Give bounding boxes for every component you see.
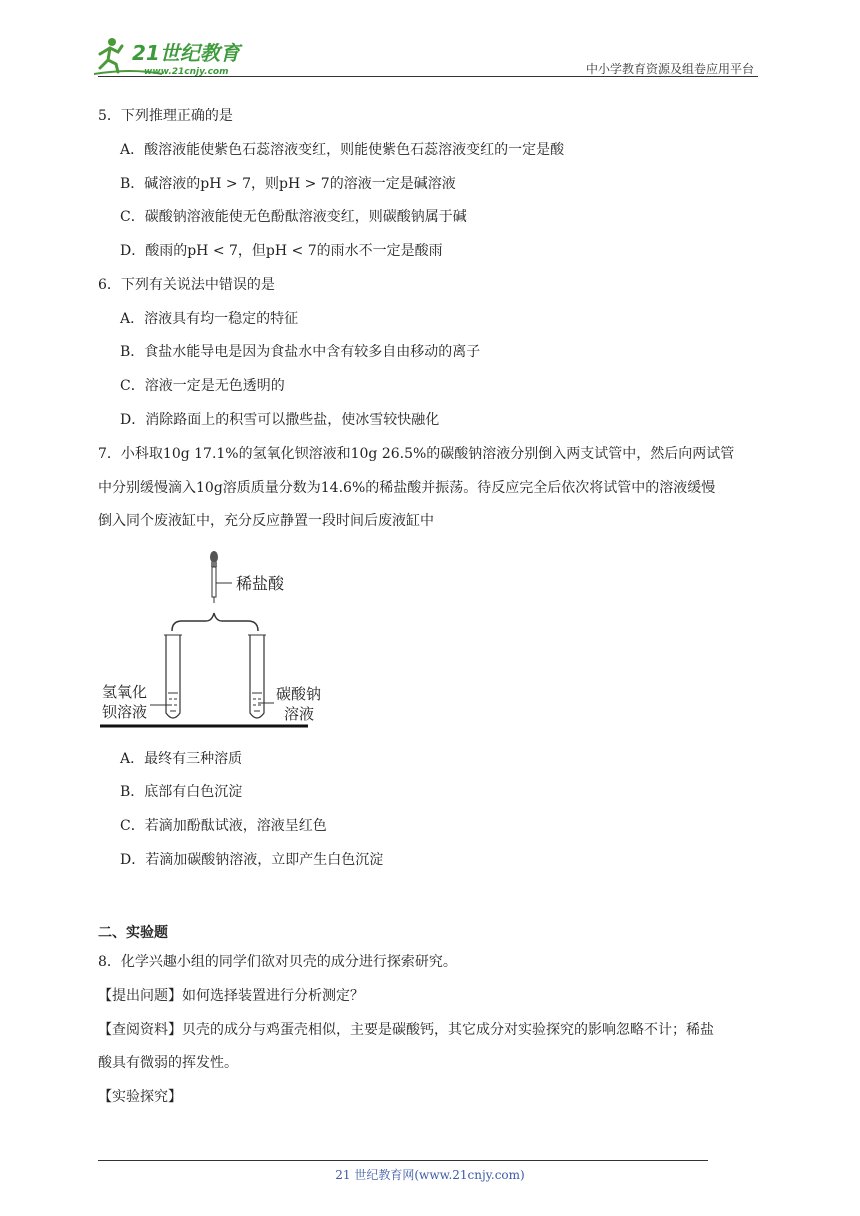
q5-option-b: B．碱溶液的pH > 7，则pH > 7的溶液一定是碱溶液 [120,176,456,192]
label-right-line1: 碳酸钠 [276,685,322,703]
logo-text: 21世纪教育 [132,41,240,65]
q5-option-a: A．酸溶液能使紫色石蕊溶液变红，则能使紫色石蕊溶液变红的一定是酸 [120,142,565,158]
question-7-stem-line2: 中分别缓慢滴入10g溶质质量分数为14.6%的稀盐酸并振荡。待反应完全后依次将试管中的溶液缓慢 [98,480,716,496]
label-left-line2: 钡溶液 [102,703,148,721]
q6-option-a: A．溶液具有均一稳定的特征 [120,311,299,327]
q8-info-line1: 【查阅资料】贝壳的成分与鸡蛋壳相似，主要是碳酸钙，其它成分对实验探究的影响忽略不计；稀盐 [98,1022,714,1038]
q7-option-d: D．若滴加碳酸钠溶液，立即产生白色沉淀 [120,852,384,868]
q6-option-b: B．食盐水能导电是因为食盐水中含有较多自由移动的离子 [120,344,481,360]
test-tube-diagram [98,545,330,735]
q6-option-d: D．消除路面上的积雪可以撒些盐，使冰雪较快融化 [120,412,440,428]
header-divider [98,76,758,77]
page-header [0,0,860,90]
dropper-icon [210,551,218,603]
question-5-stem: 5．下列推理正确的是 [98,108,233,124]
platform-name: 中小学教育资源及组卷应用平台 [585,62,754,76]
section-title-experiment: 二、实验题 [98,925,168,941]
right-test-tube [248,635,266,718]
question-6-stem: 6．下列有关说法中错误的是 [98,277,275,293]
label-right-line2: 溶液 [284,705,315,723]
footer-link[interactable]: 21 世纪教育网(www.21cnjy.com) [335,1168,525,1182]
question-7-stem-line3: 倒入同个废液缸中，充分反应静置一段时间后废液缸中 [98,513,434,529]
q5-option-d: D．酸雨的pH < 7，但pH < 7的雨水不一定是酸雨 [120,243,443,259]
q7-option-b: B．底部有白色沉淀 [120,784,243,800]
brace [172,613,258,631]
left-test-tube [164,635,182,718]
logo-subtext: www.21cnjy.com [144,67,229,77]
q8-info-line2: 酸具有微弱的挥发性。 [98,1055,238,1071]
question-8-stem: 8．化学兴趣小组的同学们欲对贝壳的成分进行探索研究。 [98,954,457,970]
question-7-stem-line1: 7．小科取10g 17.1%的氢氧化钡溶液和10g 26.5%的碳酸钠溶液分别倒入两支试管中，然后向两试管 [98,446,735,462]
footer-divider [98,1160,708,1161]
q7-option-a: A．最终有三种溶质 [120,751,243,767]
q6-option-c: C．溶液一定是无色透明的 [120,378,285,394]
label-dilute-hcl: 稀盐酸 [236,574,285,593]
q7-option-c: C．若滴加酚酞试液，溶液呈红色 [120,818,327,834]
site-logo [92,34,267,80]
q8-explore: 【实验探究】 [98,1089,182,1105]
label-left-line1: 氢氧化 [102,683,148,701]
q8-problem: 【提出问题】如何选择装置进行分析测定？ [98,988,364,1004]
q5-option-c: C．碳酸钠溶液能使无色酚酞溶液变红，则碳酸钠属于碱 [120,209,467,225]
